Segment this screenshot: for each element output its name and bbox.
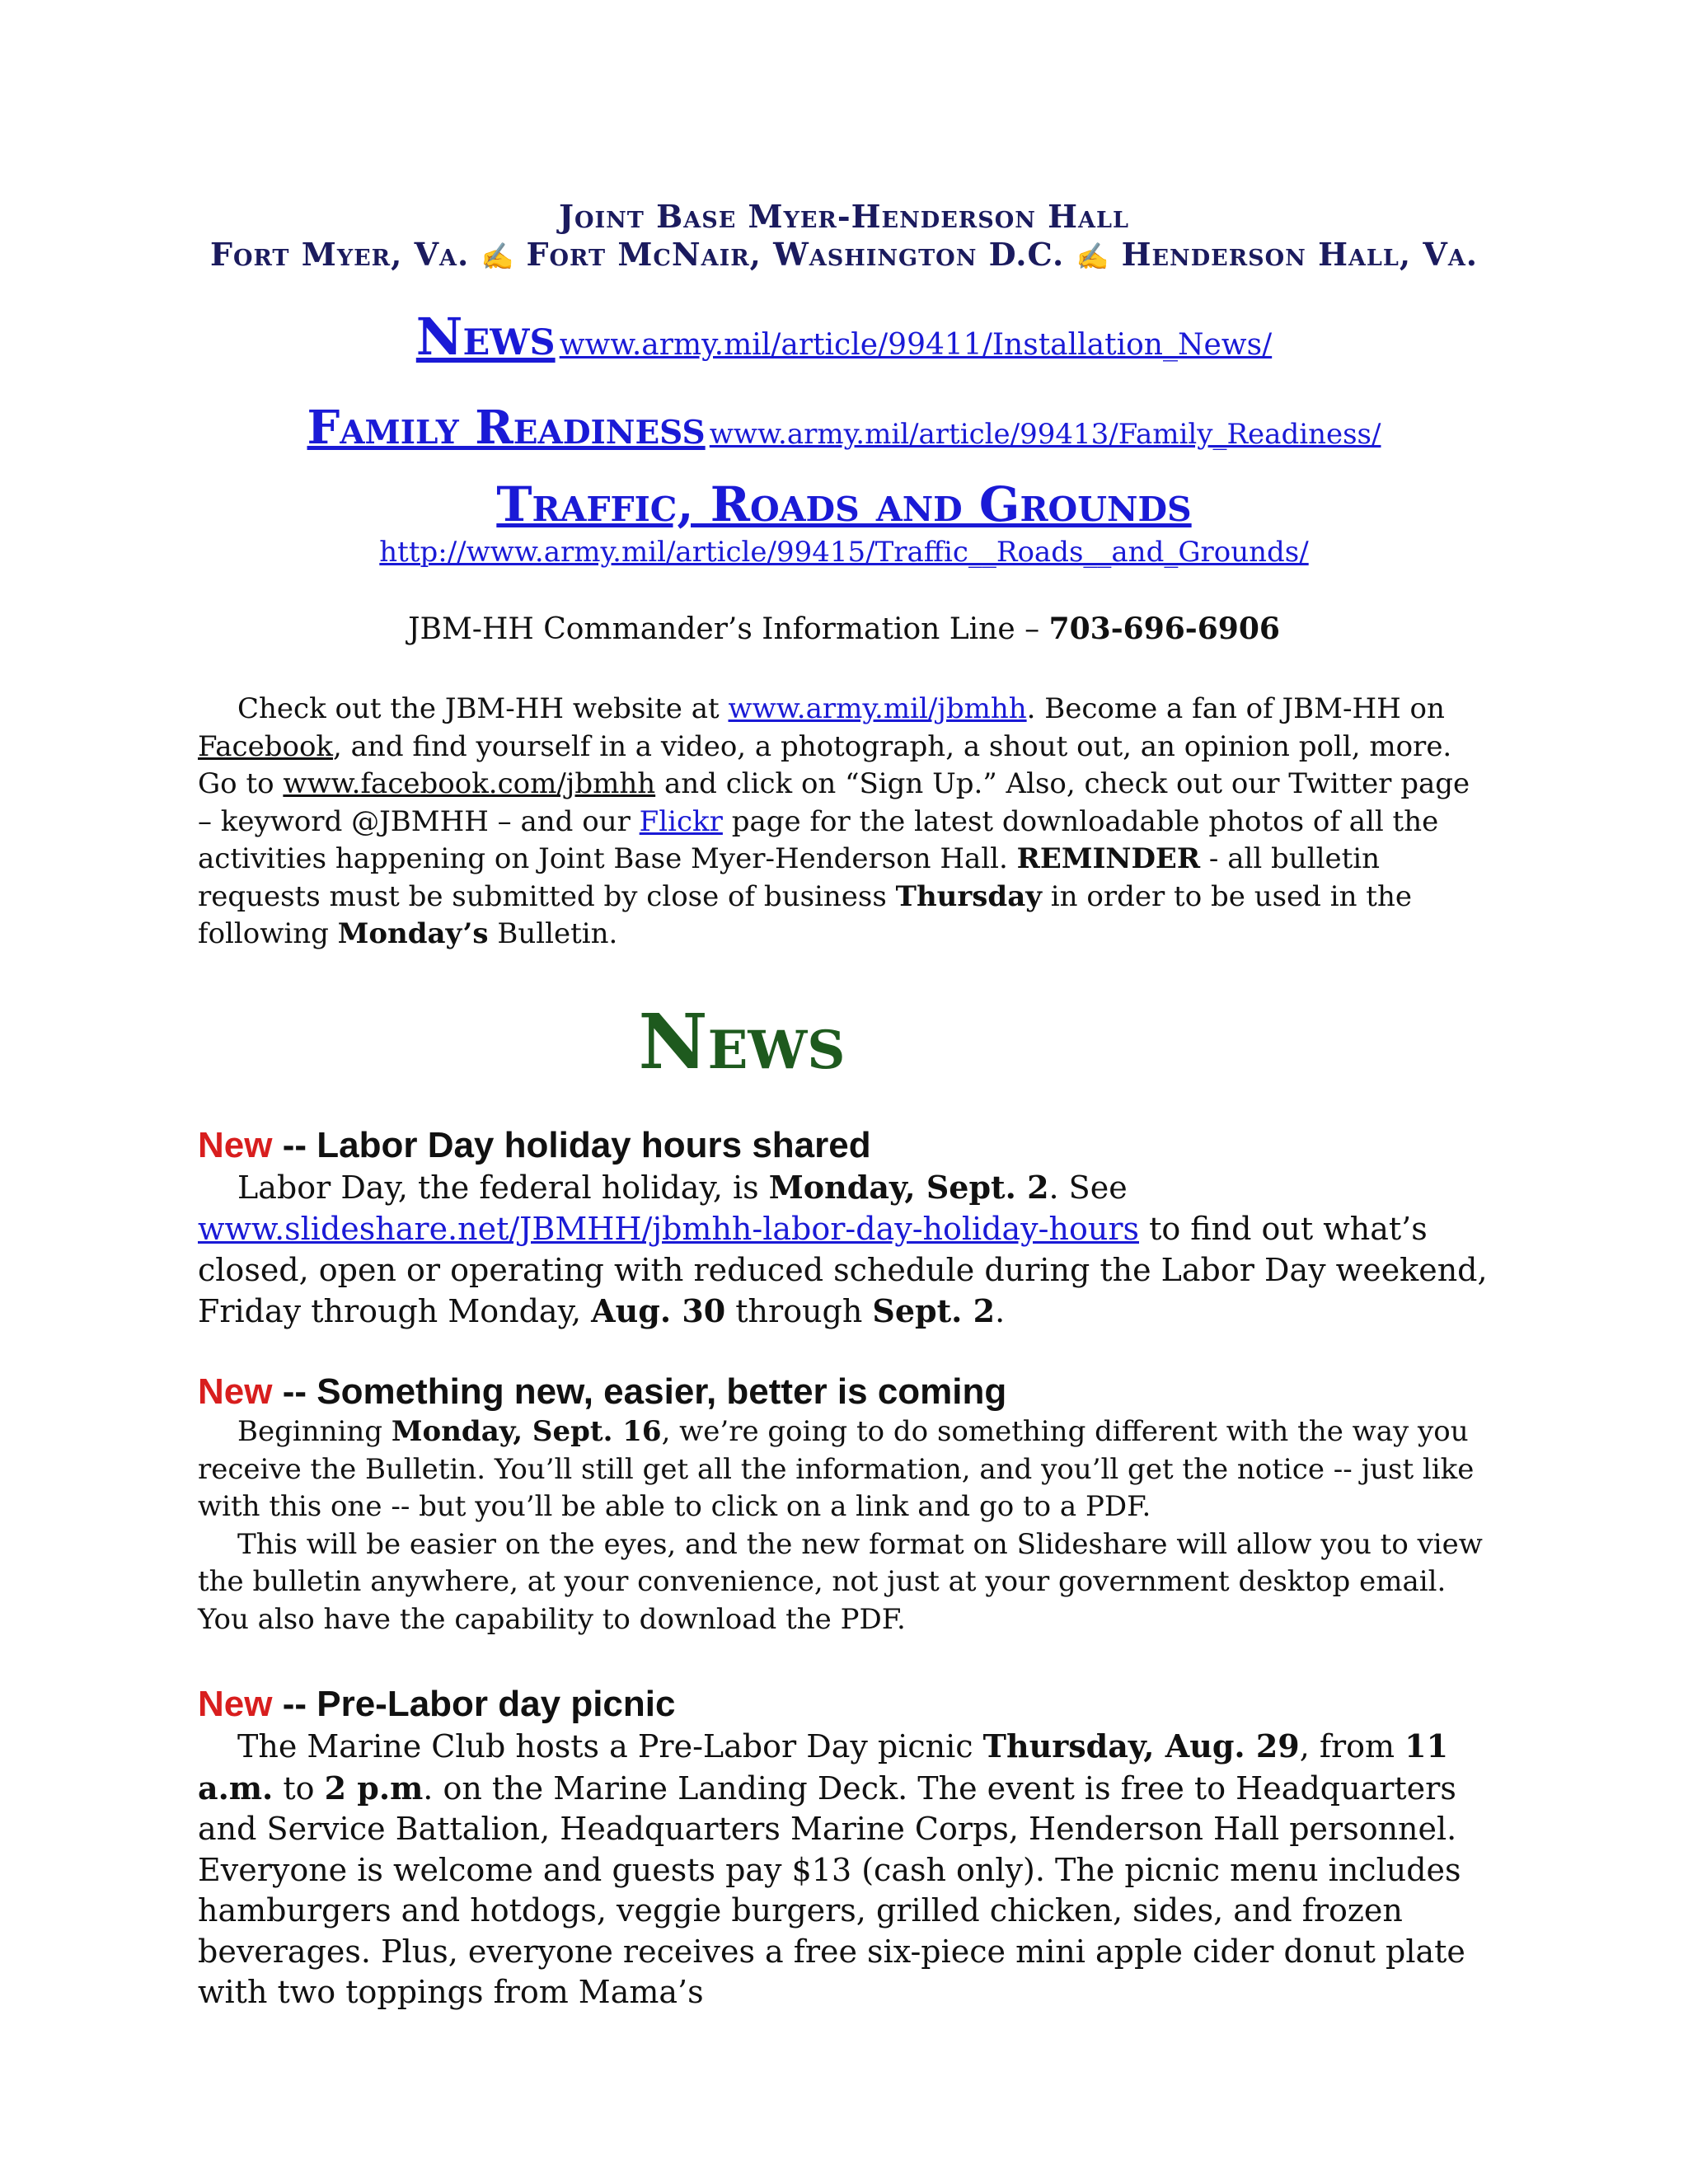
article-something-new <box>198 1371 1492 1638</box>
new-tag: New <box>198 1684 273 1724</box>
pen-icon: ✍ <box>481 241 515 272</box>
bulletin-day: Monday’s <box>337 917 489 950</box>
article-title-text: -- Something new, easier, better is coming <box>272 1371 1007 1412</box>
intro-text: Bulletin. <box>488 917 618 950</box>
article-title-text: -- Pre-Labor day picnic <box>272 1684 676 1724</box>
deadline-day: Thursday <box>895 879 1042 913</box>
new-tag: New <box>198 1371 273 1412</box>
facebook-link[interactable]: Facebook <box>198 729 334 763</box>
news-heading: News <box>638 997 846 1086</box>
family-readiness-url[interactable]: www.army.mil/article/99413/Family_Readiness/ <box>709 418 1381 451</box>
intro-text: - all bulletin requests must be submitted by close of business <box>198 842 1381 913</box>
article-title <box>198 1683 1492 1726</box>
intro-text: Check out the JBM-HH website at <box>237 692 729 725</box>
intro-paragraph <box>198 691 1484 954</box>
intro-text: , and find yourself in a video, a photograph, a shout out, an opinion poll, more. Go to <box>198 729 1452 800</box>
base-title: Joint Base Myer-Henderson Hall <box>559 198 1129 235</box>
news-section-link[interactable]: News <box>415 307 556 367</box>
news-section-link-row <box>0 307 1688 367</box>
intro-text: and click on “Sign Up.” Also, check out our Twitter page – keyword @JBMHH – and our <box>198 767 1470 838</box>
location-henderson-hall: Henderson Hall, Va. <box>1121 236 1479 273</box>
info-line-phone: 703-696-6906 <box>1048 612 1280 646</box>
pen-icon: ✍ <box>1076 241 1110 272</box>
news-section-url[interactable]: www.army.mil/article/99411/Installation_News/ <box>559 328 1273 362</box>
article-title <box>198 1124 1492 1167</box>
family-readiness-link[interactable]: Family Readiness <box>307 401 706 455</box>
intro-text: in order to be used in the following <box>198 879 1412 950</box>
article-title <box>198 1371 1492 1413</box>
traffic-roads-grounds-link[interactable]: Traffic, Roads and Grounds <box>496 476 1192 532</box>
article-pre-labor-day-picnic <box>198 1683 1492 2013</box>
article-body: The Marine Club hosts a Pre-Labor Day picnic Thursday, Aug. 29, from 11 a.m. to 2 p.m. on the Marine Landing Deck. The event is free to Headquarters and Service Battalion, Headquarters Marine Corps, Henderson Hall personnel. Everyone is welcome and guests pay $13 (cash only). The picnic menu includes hamburgers and hotdogs, veggie burgers, grilled chicken, sides, and frozen beverages. Plus, everyone receives a free six-piece mini apple cider donut plate with two toppings from Mama’s <box>198 1727 1465 2010</box>
traffic-url-row <box>0 536 1688 569</box>
intro-text: page for the latest downloadable photos of all the activities happening on Joint Base Myer-Henderson Hall. <box>198 804 1439 875</box>
traffic-roads-grounds-url[interactable]: http://www.army.mil/article/99415/Traffic__Roads__and_Grounds/ <box>379 536 1309 569</box>
traffic-link-row <box>0 476 1688 532</box>
article-body: Beginning Monday, Sept. 16, we’re going to do something different with the way you receive the Bulletin. You’ll still get all the information, and you’ll get the notice -- just like with this one -- but you’ll be able to click on a link and go to a PDF. <box>198 1415 1475 1523</box>
article-title-text: -- Labor Day holiday hours shared <box>272 1125 871 1165</box>
article-body: This will be easier on the eyes, and the new format on Slideshare will allow you to view the bulletin anywhere, at your convenience, not just at your government desktop email. You also have the capability to download the PDF. <box>198 1527 1483 1636</box>
flickr-link[interactable]: Flickr <box>639 804 723 838</box>
intro-text: . Become a fan of JBM-HH on <box>1026 692 1445 725</box>
new-tag: New <box>198 1125 273 1165</box>
article-body: Labor Day, the federal holiday, is Monday, Sept. 2. See www.slideshare.net/JBMHH/jbmhh-labor-day-holiday-hours to find out what’s closed, open or operating with reduced schedule during the Labor Day weekend, Friday through Monday, Aug. 30 through Sept. 2. <box>198 1169 1488 1329</box>
location-fort-mcnair: Fort McNair, Washington D.C. <box>526 236 1065 273</box>
reminder-label: REMINDER <box>1016 842 1201 875</box>
article-labor-day-hours <box>198 1124 1492 1332</box>
facebook-url-link[interactable]: www.facebook.com/jbmhh <box>283 767 656 800</box>
family-readiness-link-row <box>0 401 1688 455</box>
commanders-info-line <box>0 612 1688 646</box>
website-link[interactable]: www.army.mil/jbmhh <box>728 692 1027 725</box>
slideshare-link[interactable]: www.slideshare.net/JBMHH/jbmhh-labor-day-holiday-hours <box>198 1211 1139 1247</box>
info-line-label: JBM-HH Commander’s Information Line – <box>408 612 1049 646</box>
location-fort-myer: Fort Myer, Va. <box>209 236 470 273</box>
base-locations <box>0 236 1688 273</box>
